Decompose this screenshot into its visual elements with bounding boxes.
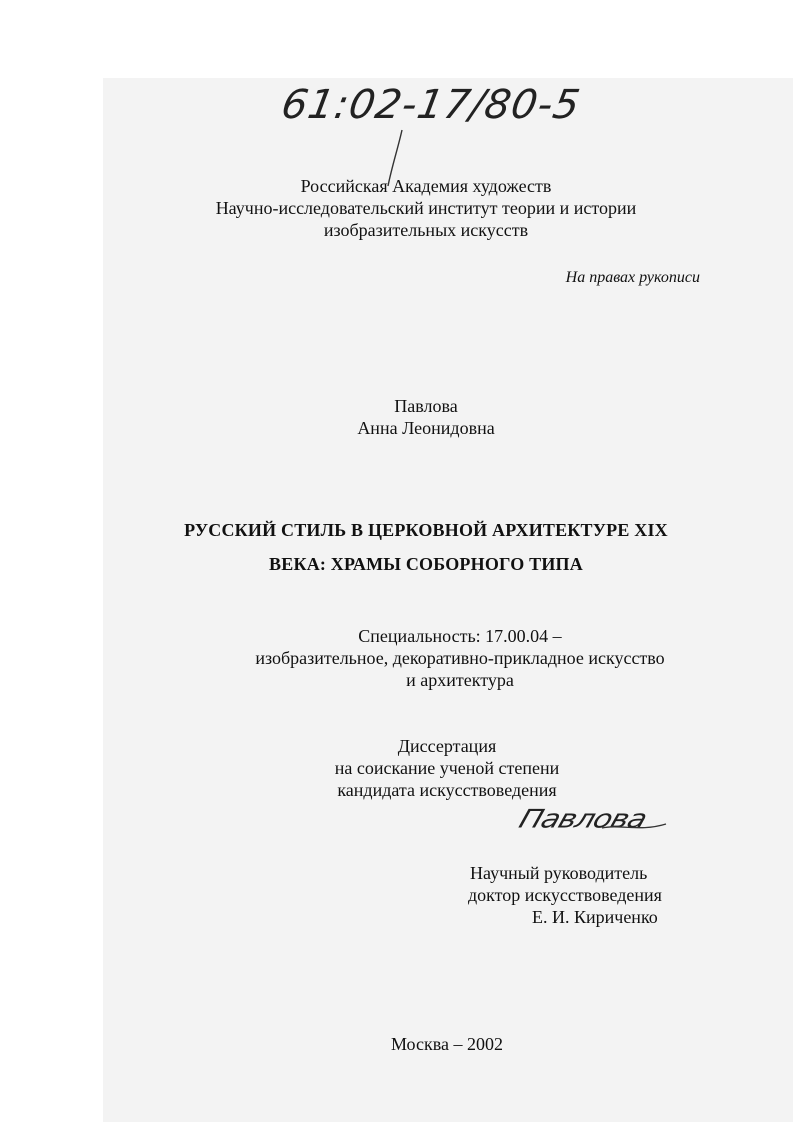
title-line-1: РУССКИЙ СТИЛЬ В ЦЕРКОВНОЙ АРХИТЕКТУРЕ XIX bbox=[184, 520, 668, 540]
institution-line-2: Научно-исследовательский институт теории и истории bbox=[215, 198, 637, 218]
specialty-line-1: Специальность: 17.00.04 – bbox=[358, 626, 562, 646]
institution-header bbox=[103, 175, 749, 241]
degree-line-1: Диссертация bbox=[397, 736, 497, 756]
specialty-line-3: и архитектура bbox=[406, 670, 514, 690]
degree-line-3: кандидата искусствоведения bbox=[337, 780, 557, 800]
supervisor-line-3: Е. И. Кириченко bbox=[532, 907, 658, 927]
manuscript-note: На правах рукописи bbox=[565, 269, 700, 286]
supervisor-line-1: Научный руководитель bbox=[470, 863, 648, 883]
degree-block bbox=[127, 735, 767, 801]
handwritten-catalog-number: 61:02-17/80-5 bbox=[277, 82, 584, 128]
author-surname: Павлова bbox=[394, 396, 458, 416]
specialty-line-2: изобразительное, декоративно-прикладное искусство bbox=[255, 648, 665, 668]
title-line-2: ВЕКА: ХРАМЫ СОБОРНОГО ТИПА bbox=[269, 554, 583, 574]
specialty-block bbox=[140, 625, 780, 691]
dissertation-title bbox=[103, 513, 749, 581]
degree-line-2: на соискание ученой степени bbox=[334, 758, 560, 778]
institution-line-3: изобразительных искусств bbox=[323, 220, 529, 240]
signature-underline bbox=[600, 818, 670, 834]
supervisor-block bbox=[468, 862, 728, 928]
author-block bbox=[103, 395, 749, 439]
institution-line-1: Российская Академия художеств bbox=[300, 176, 552, 196]
author-signature: Павлова bbox=[515, 804, 651, 835]
supervisor-line-2: доктор искусствоведения bbox=[468, 885, 662, 905]
author-given-names: Анна Леонидовна bbox=[357, 418, 495, 438]
place-year bbox=[127, 1033, 767, 1055]
place-year-text: Москва – 2002 bbox=[391, 1034, 503, 1054]
